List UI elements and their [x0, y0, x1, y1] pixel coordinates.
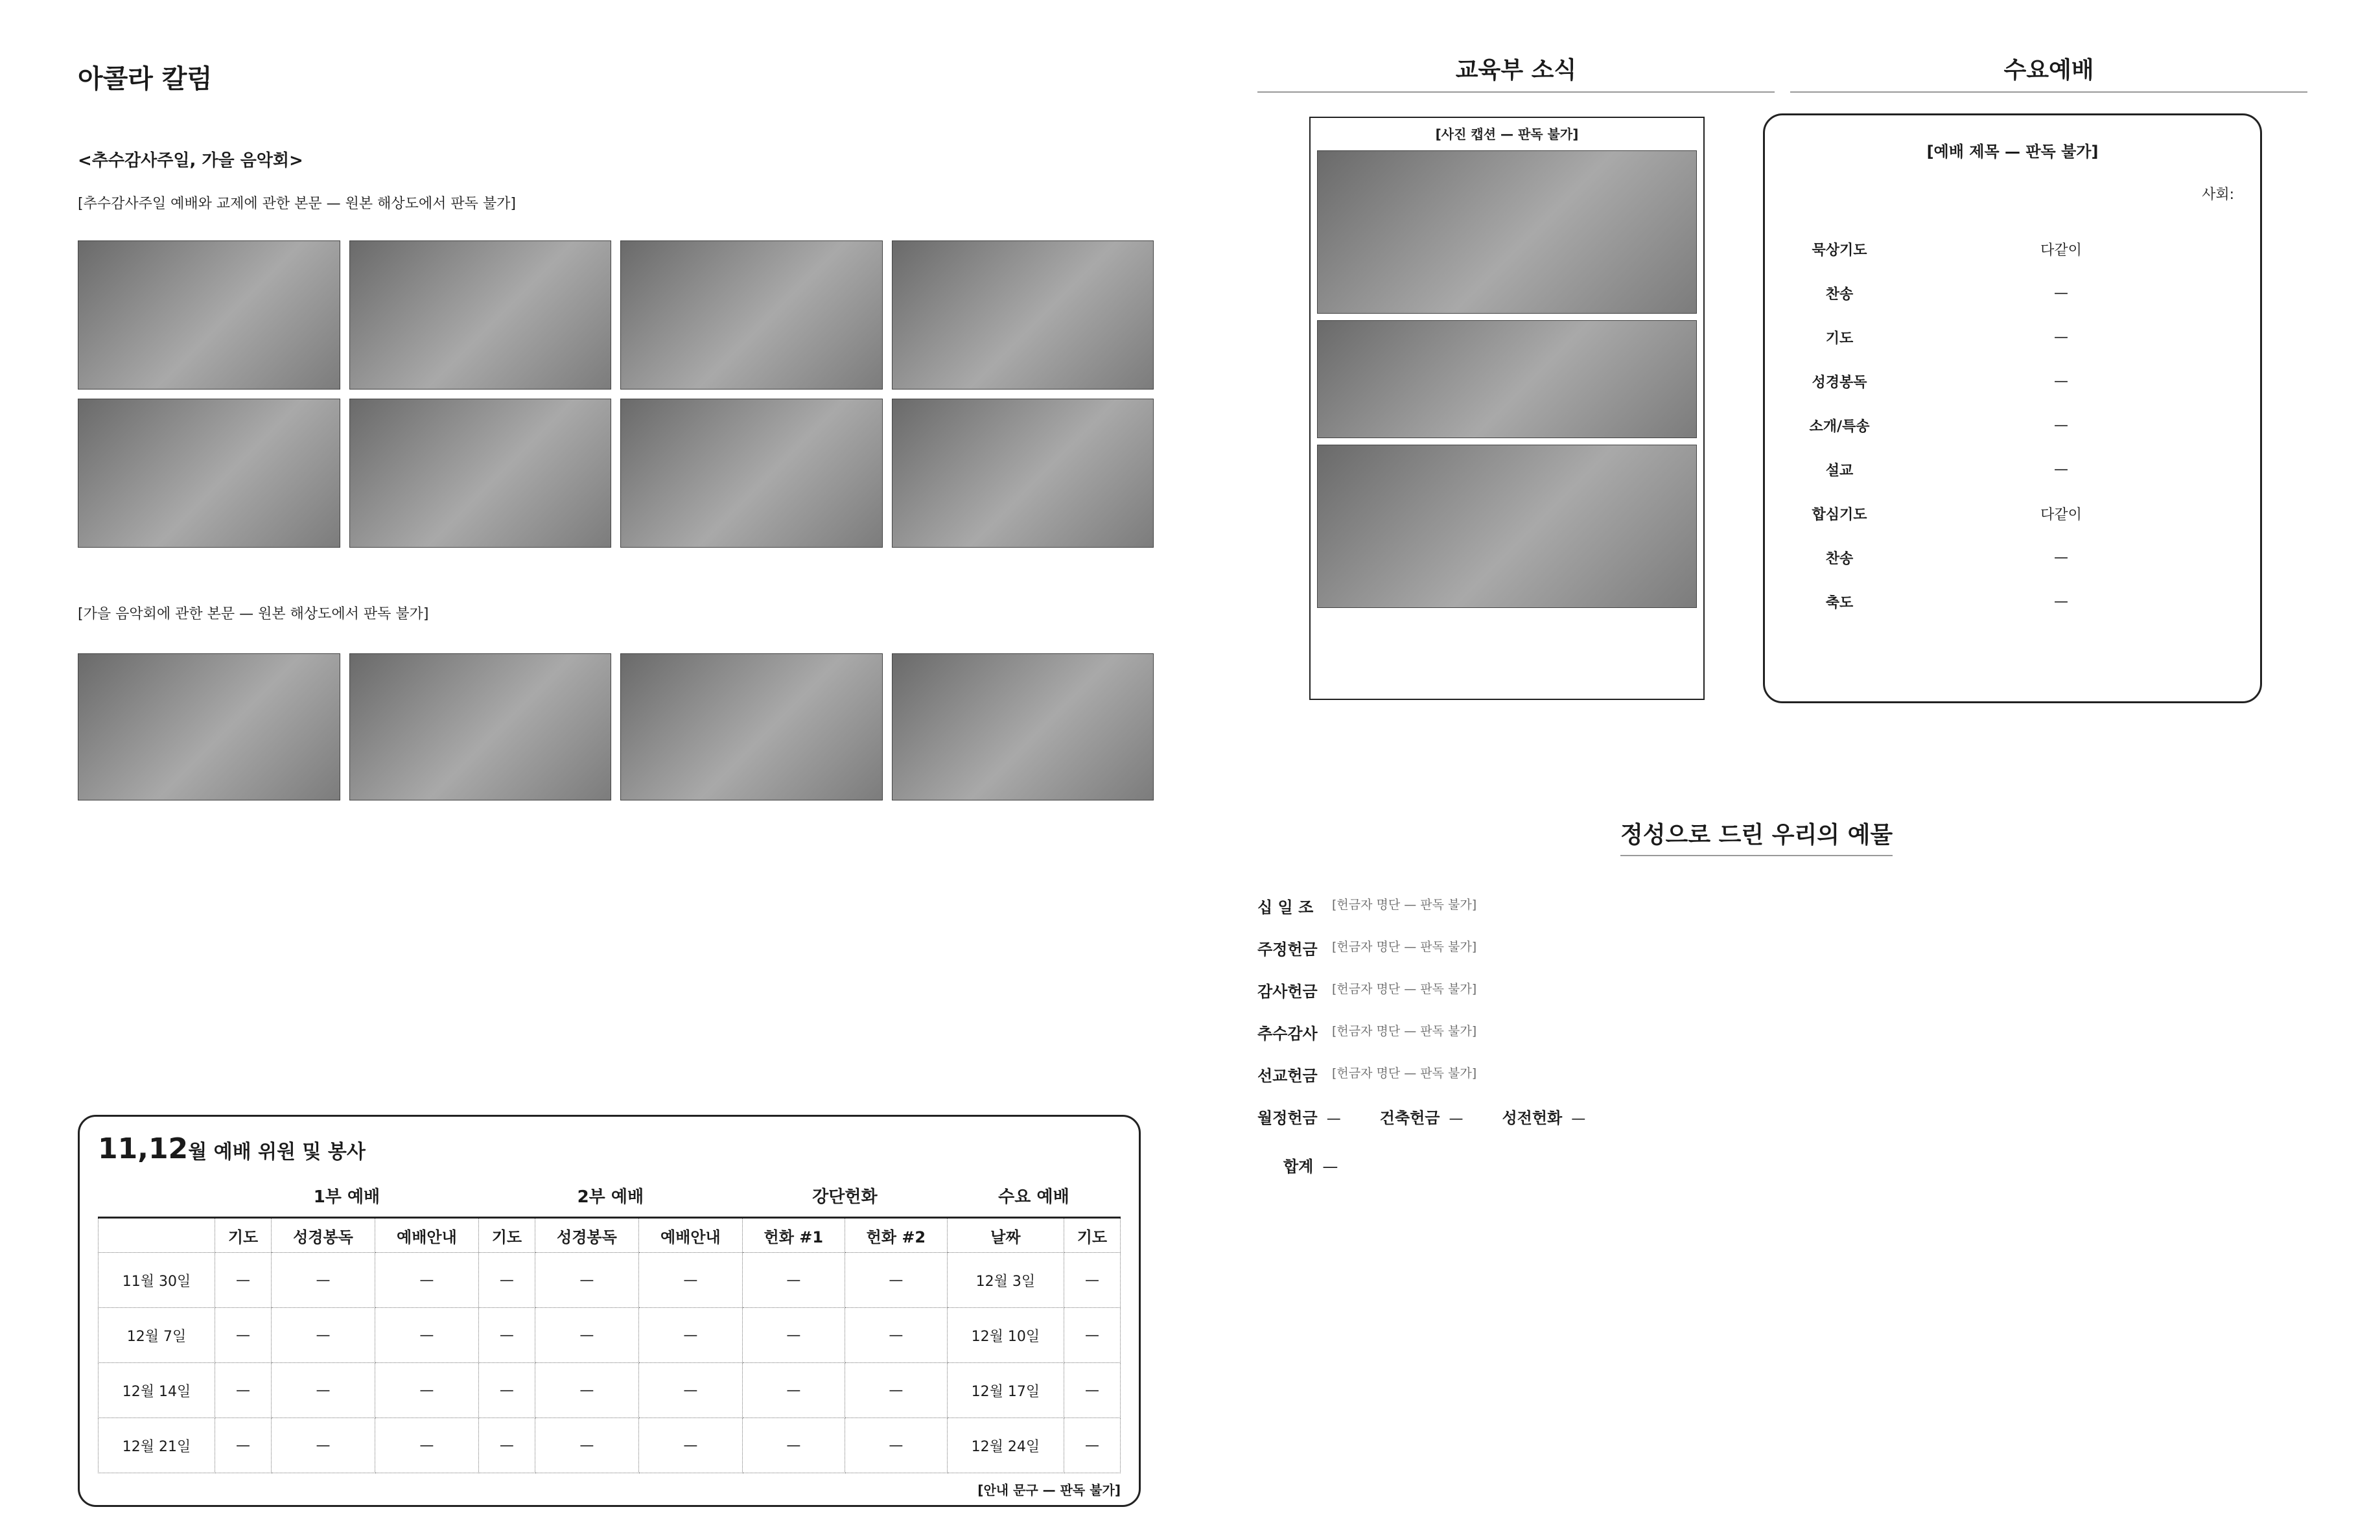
schedule-group-row [99, 1174, 1121, 1218]
worship-item [1791, 403, 2234, 447]
schedule-cell: — [1064, 1308, 1120, 1363]
schedule-corner [99, 1174, 215, 1218]
schedule-group: 2부 예배 [478, 1174, 742, 1218]
worship-item-label: 찬송 [1825, 550, 1854, 567]
offering-label: 감사헌금 [1257, 983, 1318, 1001]
altar-flowers-value: — [1571, 1111, 1586, 1127]
schedule-cell: — [845, 1418, 947, 1473]
schedule-subhead [99, 1218, 215, 1253]
article-paragraph-2: [가을 음악회에 관한 본문 — 원본 해상도에서 판독 불가] [78, 606, 429, 622]
offering-names: [헌금자 명단 — 판독 불가] [1332, 982, 1477, 996]
worship-item-label: 축도 [1825, 594, 1854, 611]
column-title: 아콜라 칼럼 [78, 64, 213, 94]
worship-item-value: — [2054, 417, 2068, 434]
offering-group [1257, 937, 2307, 959]
offering-group [1257, 1021, 2307, 1044]
photo [620, 399, 883, 548]
photo [620, 653, 883, 800]
offering-names: [헌금자 명단 — 판독 불가] [1332, 1024, 1477, 1038]
wednesday-worship-box [1763, 113, 2262, 703]
schedule-cell: — [535, 1363, 638, 1418]
worship-item-label: 찬송 [1825, 286, 1854, 303]
worship-item-label: 기도 [1825, 330, 1854, 347]
schedule-cell: — [535, 1308, 638, 1363]
offering-label: 십 일 조 [1257, 898, 1314, 916]
photo [892, 240, 1154, 390]
worship-item-value: — [2054, 285, 2068, 301]
table-row [99, 1418, 1121, 1473]
schedule-cell: 12월 3일 [947, 1253, 1064, 1308]
photo [78, 240, 340, 390]
column-section [78, 58, 1154, 800]
worship-item-label: 설교 [1825, 462, 1854, 479]
schedule-cell: 12월 24일 [947, 1418, 1064, 1473]
offering-group [1257, 894, 2307, 917]
schedule-subhead-row [99, 1218, 1121, 1253]
building-offering [1380, 1105, 1464, 1128]
schedule-subhead: 성경봉독 [272, 1218, 375, 1253]
schedule-cell: 12월 17일 [947, 1363, 1064, 1418]
schedule-cell: — [535, 1418, 638, 1473]
schedule-cell: — [845, 1308, 947, 1363]
schedule-subhead: 기도 [478, 1218, 535, 1253]
worship-item-value: 다같이 [2040, 242, 2082, 259]
schedule-cell: — [478, 1308, 535, 1363]
schedule-cell: — [742, 1418, 845, 1473]
section-headings [1257, 52, 2307, 93]
photo [349, 653, 612, 800]
building-offering-value: — [1449, 1111, 1464, 1127]
monthly-offering [1257, 1105, 1341, 1128]
offering-list [1257, 894, 2307, 1176]
table-row [99, 1308, 1121, 1363]
worship-title: [예배 제목 — 판독 불가] [1926, 143, 2099, 161]
schedule-cell: — [375, 1363, 478, 1418]
worship-item [1791, 271, 2234, 315]
offering-label: 추수감사 [1257, 1025, 1318, 1043]
schedule-group: 1부 예배 [215, 1174, 478, 1218]
schedule-cell: — [272, 1308, 375, 1363]
schedule-subhead: 예배안내 [638, 1218, 742, 1253]
worship-item [1791, 579, 2234, 624]
schedule-subhead: 기도 [1064, 1218, 1120, 1253]
worship-item [1791, 359, 2234, 403]
photo [892, 399, 1154, 548]
photo [620, 240, 883, 390]
offering-group [1257, 979, 2307, 1001]
education-caption: [사진 캡션 — 판독 불가] [1435, 126, 1579, 142]
worship-item-label: 묵상기도 [1812, 242, 1867, 259]
worship-item [1791, 535, 2234, 579]
schedule-group: 강단헌화 [742, 1174, 947, 1218]
offering-names: [헌금자 명단 — 판독 불가] [1332, 1066, 1477, 1080]
schedule-cell: — [742, 1363, 845, 1418]
altar-flowers-label: 성전헌화 [1502, 1109, 1563, 1127]
offering-names: [헌금자 명단 — 판독 불가] [1332, 940, 1477, 954]
schedule-cell: — [845, 1363, 947, 1418]
schedule-cell: — [638, 1253, 742, 1308]
schedule-cell: — [215, 1363, 271, 1418]
schedule-cell: — [1064, 1418, 1120, 1473]
schedule-cell: — [638, 1308, 742, 1363]
worship-item-value: — [2054, 549, 2068, 566]
schedule-cell: — [638, 1363, 742, 1418]
schedule-month: 11,12 [98, 1132, 189, 1165]
photo [1317, 445, 1697, 608]
schedule-table [98, 1174, 1121, 1473]
schedule-cell: 12월 21일 [99, 1418, 215, 1473]
worship-item-value: 다같이 [2040, 506, 2082, 523]
photo [349, 399, 612, 548]
schedule-cell: — [1064, 1253, 1120, 1308]
offering-group [1257, 1063, 2307, 1086]
worship-item [1791, 315, 2234, 359]
schedule-subhead: 예배안내 [375, 1218, 478, 1253]
schedule-cell: — [845, 1253, 947, 1308]
photo [1317, 150, 1697, 314]
schedule-cell: — [375, 1253, 478, 1308]
worship-item [1791, 227, 2234, 271]
photo-grid-concert [78, 653, 1154, 800]
schedule-cell: — [215, 1308, 271, 1363]
offering-title: 정성으로 드린 우리의 예물 [1620, 817, 1893, 856]
total-value: — [1322, 1158, 1338, 1176]
offering-label: 선교헌금 [1257, 1067, 1318, 1085]
monthly-offering-label: 월정헌금 [1257, 1109, 1318, 1127]
right-column [1257, 52, 2307, 1176]
monthly-offering-value: — [1326, 1111, 1341, 1127]
worship-item-value: — [2054, 329, 2068, 345]
schedule-cell: — [478, 1253, 535, 1308]
schedule-subhead: 날짜 [947, 1218, 1064, 1253]
education-heading: 교육부 소식 [1257, 52, 1775, 93]
schedule-title-suffix: 월 예배 위원 및 봉사 [188, 1141, 366, 1163]
schedule-subhead: 성경봉독 [535, 1218, 638, 1253]
schedule-group: 수요 예배 [947, 1174, 1120, 1218]
schedule-subhead: 기도 [215, 1218, 271, 1253]
schedule-cell: — [215, 1253, 271, 1308]
offering-label: 주정헌금 [1257, 940, 1318, 959]
worship-item-label: 소개/특송 [1809, 418, 1870, 435]
schedule-cell: — [742, 1253, 845, 1308]
photo-grid-thanksgiving [78, 240, 1154, 548]
article-title: <추수감사주일, 가을 음악회> [78, 151, 303, 170]
table-row [99, 1253, 1121, 1308]
worship-item [1791, 447, 2234, 491]
photo [349, 240, 612, 390]
altar-flowers [1502, 1105, 1586, 1128]
worship-item-value: — [2054, 461, 2068, 478]
worship-item-label: 합심기도 [1812, 506, 1867, 523]
article-paragraph-1: [추수감사주일 예배와 교제에 관한 본문 — 원본 해상도에서 판독 불가] [78, 196, 516, 212]
schedule-cell: 12월 7일 [99, 1308, 215, 1363]
schedule-cell: — [742, 1308, 845, 1363]
service-schedule-box [78, 1115, 1141, 1507]
schedule-cell: — [478, 1363, 535, 1418]
worship-leader: 사회: [2202, 187, 2234, 203]
worship-item-value: — [2054, 593, 2068, 610]
photo [78, 653, 340, 800]
schedule-cell: — [1064, 1363, 1120, 1418]
schedule-cell: 12월 14일 [99, 1363, 215, 1418]
schedule-cell: — [638, 1418, 742, 1473]
worship-item [1791, 491, 2234, 535]
schedule-cell: — [215, 1418, 271, 1473]
schedule-cell: — [272, 1418, 375, 1473]
offering-total [1283, 1154, 2307, 1176]
education-photo-box [1309, 117, 1705, 700]
schedule-cell: — [478, 1418, 535, 1473]
building-offering-label: 건축헌금 [1379, 1109, 1440, 1127]
schedule-cell: — [272, 1363, 375, 1418]
wednesday-heading: 수요예배 [1790, 52, 2307, 93]
schedule-subhead: 헌화 #1 [742, 1218, 845, 1253]
offering-footer-row [1257, 1105, 2307, 1128]
schedule-cell: 12월 10일 [947, 1308, 1064, 1363]
photo [1317, 320, 1697, 438]
total-label: 합계 [1283, 1158, 1314, 1176]
photo [78, 399, 340, 548]
worship-item-label: 성경봉독 [1812, 374, 1867, 391]
schedule-subhead: 헌화 #2 [845, 1218, 947, 1253]
schedule-cell: — [375, 1308, 478, 1363]
schedule-cell: 11월 30일 [99, 1253, 215, 1308]
schedule-note: [안내 문구 — 판독 불가] [977, 1482, 1121, 1498]
offering-names: [헌금자 명단 — 판독 불가] [1332, 898, 1477, 912]
worship-item-value: — [2054, 373, 2068, 390]
schedule-cell: — [375, 1418, 478, 1473]
schedule-cell: — [272, 1253, 375, 1308]
photo [892, 653, 1154, 800]
schedule-title [98, 1132, 1121, 1165]
table-row [99, 1363, 1121, 1418]
schedule-cell: — [535, 1253, 638, 1308]
